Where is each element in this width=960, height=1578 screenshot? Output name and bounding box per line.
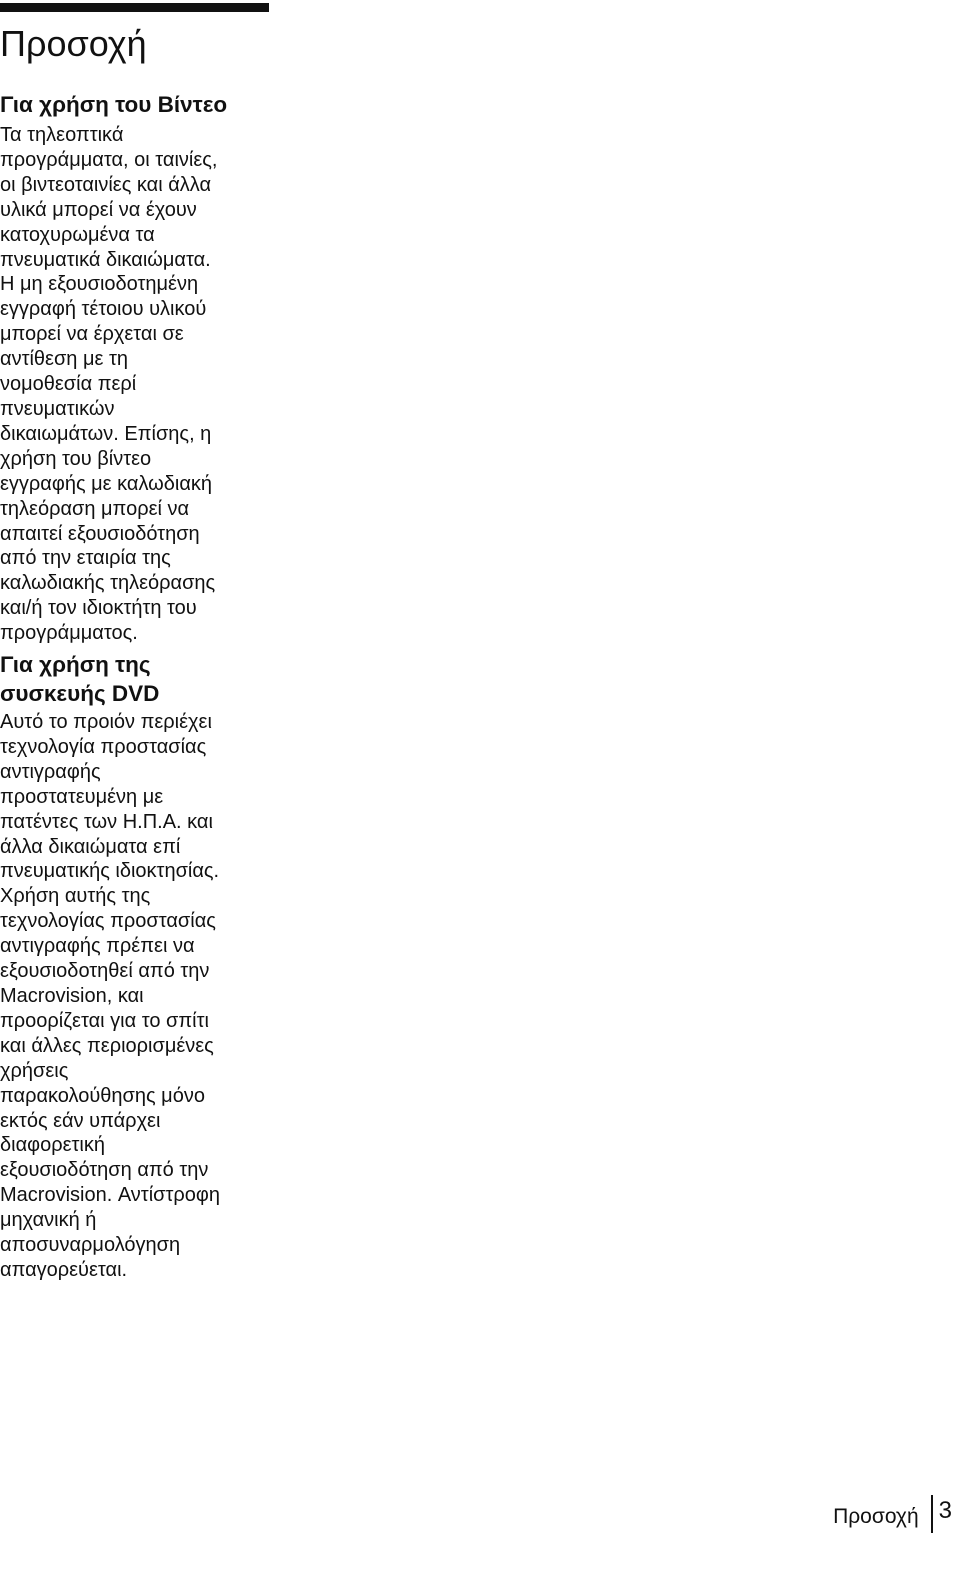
page-footer	[833, 1495, 952, 1533]
section-heading-dvd: Για χρήση της συσκευής DVD	[0, 652, 160, 707]
section-body-dvd: Αυτό το προιόν περιέχει τεχνολογία προστασίας αντιγραφής προστατευμένη με πατέντες των Η.Π.Α. και άλλα δικαιώματα επί πνευματικής ιδιοκτησίας. Χρήση αυτής της τεχνολογίας προστασίας αντιγραφής πρέπει να εξουσιοδοτηθεί από την Macrovision, και προορίζεται για το σπίτι και άλλες περιορισμένες χρήσεις παρακολούθησης μόνο εκτός εάν υπάρχει διαφορετική εξουσιοδότηση από την Macrovision. Αντίστροφη μηχανική ή αποσυναρμολόγηση απαγορεύεται.	[0, 711, 220, 1281]
header-rule	[0, 3, 269, 12]
section-heading-video: Για χρήση του Βίντεο	[0, 92, 228, 117]
content-column	[0, 90, 272, 1283]
footer-divider	[931, 1495, 933, 1533]
footer-section-label: Προσοχή	[833, 1505, 919, 1528]
page-number: 3	[938, 1497, 952, 1524]
section-body-video: Τα τηλεοπτικά προγράμματα, οι ταινίες, οι βιντεοταινίες και άλλα υλικά μπορεί να έχουν κατοχυρωμένα τα πνευματικά δικαιώματα. Η μη εξουσιοδοτημένη εγγραφή τέτοιου υλικού μπορεί να έρχεται σε αντίθεση με τη νομοθεσία περί πνευματικών δικαιωμάτων. Επίσης, η χρήση του βίντεο εγγραφής με καλωδιακή τηλεόραση μπορεί να απαιτεί εξουσιοδότηση από την εταιρία της καλωδιακής τηλεόρασης και/ή τον ιδιοκτήτη του προγράμματος.	[0, 124, 218, 645]
page-title: Προσοχή	[0, 23, 147, 64]
